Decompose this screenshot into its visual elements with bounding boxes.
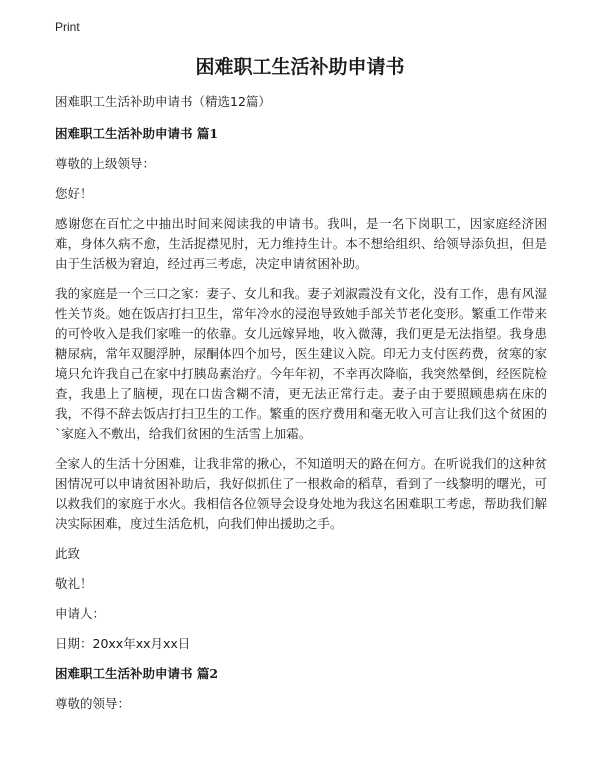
- paragraph-2: 我的家庭是一个三口之家：妻子、女儿和我。妻子刘淑霞没有文化，没有工作，患有风湿性关节炎。她在饭店打扫卫生，常年冷水的浸泡导致她手部关节老化变形。繁重工作带来的可怜收入是我们家唯一的依靠。女儿远嫁异地，收入微薄，我们更是无法指望。我身患糖尿病，常年双腿浮肿，尿酮体四个加号，医生建议入院。印无力支付医药费，贫寒的家境只允许我自己在家中打胰岛素治疗。今年年初，不幸再次降临，我突然晕倒，经医院检查，我患上了脑梗，现在口齿含糊不清，更无法正常行走。妻子由于要照顾患病在床的我，不得不辞去饭店打扫卫生的工作。繁重的医疗费用和毫无收入可言让我们这个贫困的`家庭入不敷出，给我们贫困的生活雪上加霜。: [55, 286, 547, 441]
- closing-line-1: 此致: [55, 546, 81, 561]
- section-heading-2: 困难职工生活补助申请书 篇2: [55, 666, 219, 681]
- paragraph-1: 感谢您在百忙之中抽出时间来阅读我的申请书。我叫，是一名下岗职工，因家庭经济困难，身体久病不愈，生活捉襟见肘，无力维持生计。本不想给组织、给领导添负担，但是由于生活极为窘迫，经过再三考虑，决定申请贫困补助。: [55, 216, 547, 271]
- salutation: 您好！: [55, 186, 93, 201]
- section-heading-1: 困难职工生活补助申请书 篇1: [55, 126, 219, 141]
- document-body: [55, 92, 547, 724]
- date-line: 日期：20xx年xx月xx日: [55, 636, 191, 651]
- greeting-1: 尊敬的上级领导：: [55, 156, 156, 171]
- paragraph-3: 全家人的生活十分困难，让我非常的揪心，不知道明天的路在何方。在听说我们的这种贫困情况可以申请贫困补助后，我好似抓住了一根救命的稻草，看到了一线黎明的曙光，可以救我们的家庭于水火。我相信各位领导会设身处地为我这名困难职工考虑，帮助我们解决实际困难，度过生活危机，向我们伸出援助之手。: [55, 456, 547, 531]
- document-title: 困难职工生活补助申请书: [195, 56, 405, 78]
- print-label: Print: [55, 20, 80, 34]
- closing-line-2: 敬礼！: [55, 576, 93, 591]
- applicant-line: 申请人：: [55, 606, 106, 621]
- document-subtitle: 困难职工生活补助申请书（精选12篇）: [55, 94, 271, 109]
- greeting-2: 尊敬的领导：: [55, 696, 131, 711]
